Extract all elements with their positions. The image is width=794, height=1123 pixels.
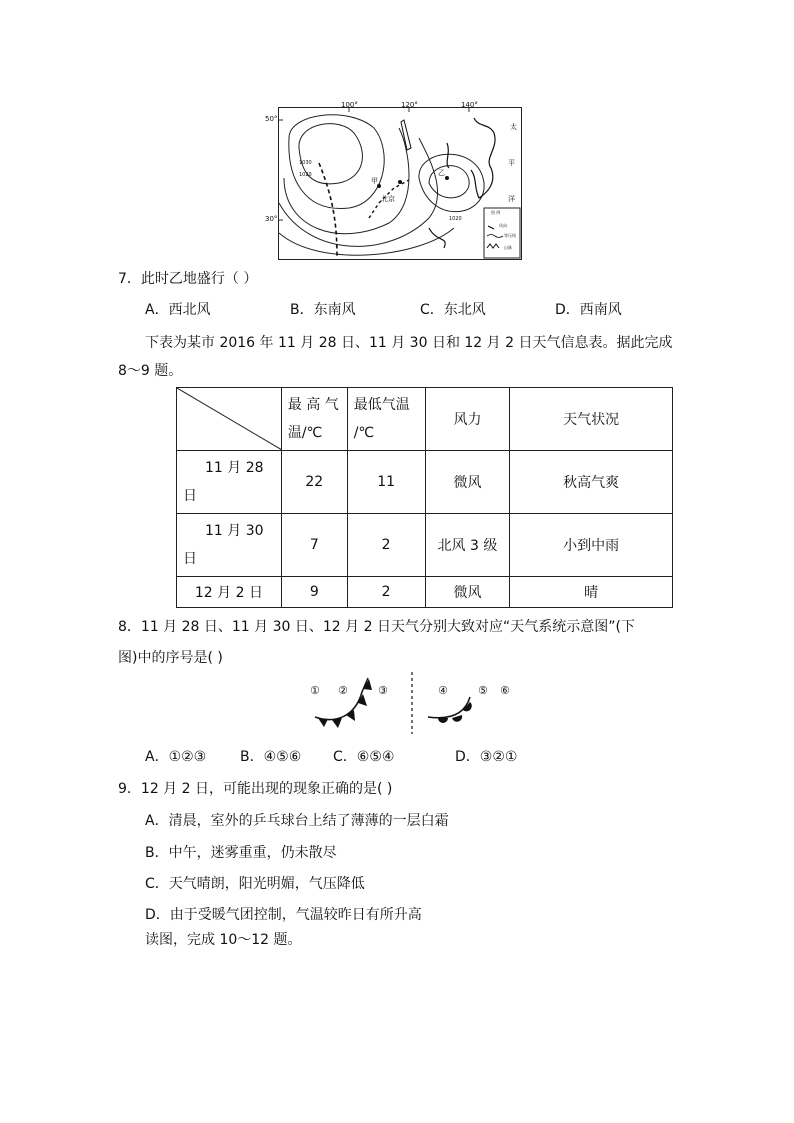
lat-label-30: 30° [265,215,278,223]
q9-option-a: A．清晨，室外的乒乓球台上结了薄薄的一层白霜 [145,813,449,829]
front-label-1: ① [310,684,320,697]
row-date-line1: 11 月 28 [205,460,264,476]
intro-line-1: 下表为某市 2016 年 11 月 28 日、11 月 30 日和 12 月 2 日天气信息表。据此完成 [145,335,673,351]
front-label-6: ⑥ [500,684,510,697]
lat-label-50: 50° [265,115,278,123]
header-wind: 风力 [425,388,510,451]
row-date-line2: 日 [183,551,197,567]
q8-stem-line1: 8．11 月 28 日、11 月 30 日、12 月 2 日天气分别大致对应“天气系统示意图”(下 [118,619,635,635]
front-label-5: ⑤ [478,684,488,697]
row-date-line2: 日 [183,488,197,504]
header-weather: 天气状况 [510,388,673,451]
row-wind: 北风 3 级 [425,514,510,577]
header-max-temp-line2: 温/℃ [287,425,323,441]
table-row [177,577,673,608]
legend-item-wind: 风向 [499,223,507,228]
q8-option-a: A．①②③ [145,749,207,765]
legend-item-isobar: 等压线 [504,233,516,238]
row-min-temp: 11 [347,451,425,514]
place-label-yi: 乙 [438,169,445,177]
row-wind: 微风 [425,451,510,514]
row-max-temp: 9 [281,577,347,608]
place-label-jia: 甲 [371,177,378,185]
legend-title: 图 例 [491,210,501,215]
weather-table [176,387,673,608]
q8-option-c: C．⑥⑤④ [333,749,395,765]
row-weather: 晴 [510,577,673,608]
diagonal-header-cell [177,388,282,451]
q7-option-b: B．东南风 [290,302,356,318]
header-min-temp-line2: /℃ [353,425,375,441]
header-min-temp [347,388,425,451]
table-row [177,451,673,514]
row-date [177,451,282,514]
table-row [177,514,673,577]
front-diagram [300,672,530,734]
q8-option-b: B．④⑤⑥ [240,749,302,765]
q8-stem-line2: 图)中的序号是( ) [118,650,223,666]
q9-stem: 9．12 月 2 日，可能出现的现象正确的是( ) [118,781,393,797]
q8-option-d: D．③②① [455,749,518,765]
table-header-row [177,388,673,451]
footer-instruction: 读图，完成 10～12 题。 [145,932,302,948]
legend-item-mountain: 山脉 [504,245,512,250]
front-diagram-drawing [300,672,530,734]
ocean-label-yang: 洋 [508,195,515,203]
isobar-label: 1030 [299,160,312,166]
isobar-map [265,101,522,260]
front-label-3: ③ [378,684,388,697]
lon-label-140: 140° [461,101,478,109]
q9-option-d: D．由于受暖气团控制，气温较昨日有所升高 [145,907,422,923]
front-label-2: ② [338,684,348,697]
row-max-temp: 22 [281,451,347,514]
ocean-label-tai: 太 [510,123,517,131]
q7-option-c: C．东北风 [420,302,486,318]
lon-label-120: 120° [401,101,418,109]
isobar-map-drawing [279,108,521,259]
header-max-temp [281,388,347,451]
row-date-line1: 11 月 30 [205,523,264,539]
isobar-label: 1020 [449,216,462,222]
q7-option-d: D．西南风 [555,302,622,318]
ocean-label-ping: 平 [508,159,515,167]
row-min-temp: 2 [347,514,425,577]
q7-stem: 7．此时乙地盛行（ ） [118,271,258,287]
q9-option-b: B．中午，迷雾重重，仍未散尽 [145,845,337,861]
q7-option-a: A．西北风 [145,302,211,318]
diagonal-line [177,388,282,450]
row-weather: 小到中雨 [510,514,673,577]
row-date: 12 月 2 日 [177,577,282,608]
header-max-temp-line1: 最 高 气 [287,397,339,413]
q9-option-c: C．天气晴朗，阳光明媚，气压降低 [145,876,365,892]
front-label-4: ④ [438,684,448,697]
place-label-beijing: 北京 [381,195,395,203]
row-date [177,514,282,577]
row-max-temp: 7 [281,514,347,577]
row-weather: 秋高气爽 [510,451,673,514]
row-wind: 微风 [425,577,510,608]
lon-label-100: 100° [341,101,358,109]
isobar-label: 1020 [299,172,312,178]
header-min-temp-line1: 最低气温 [353,397,410,413]
intro-line-2: 8～9 题。 [118,363,183,379]
row-min-temp: 2 [347,577,425,608]
